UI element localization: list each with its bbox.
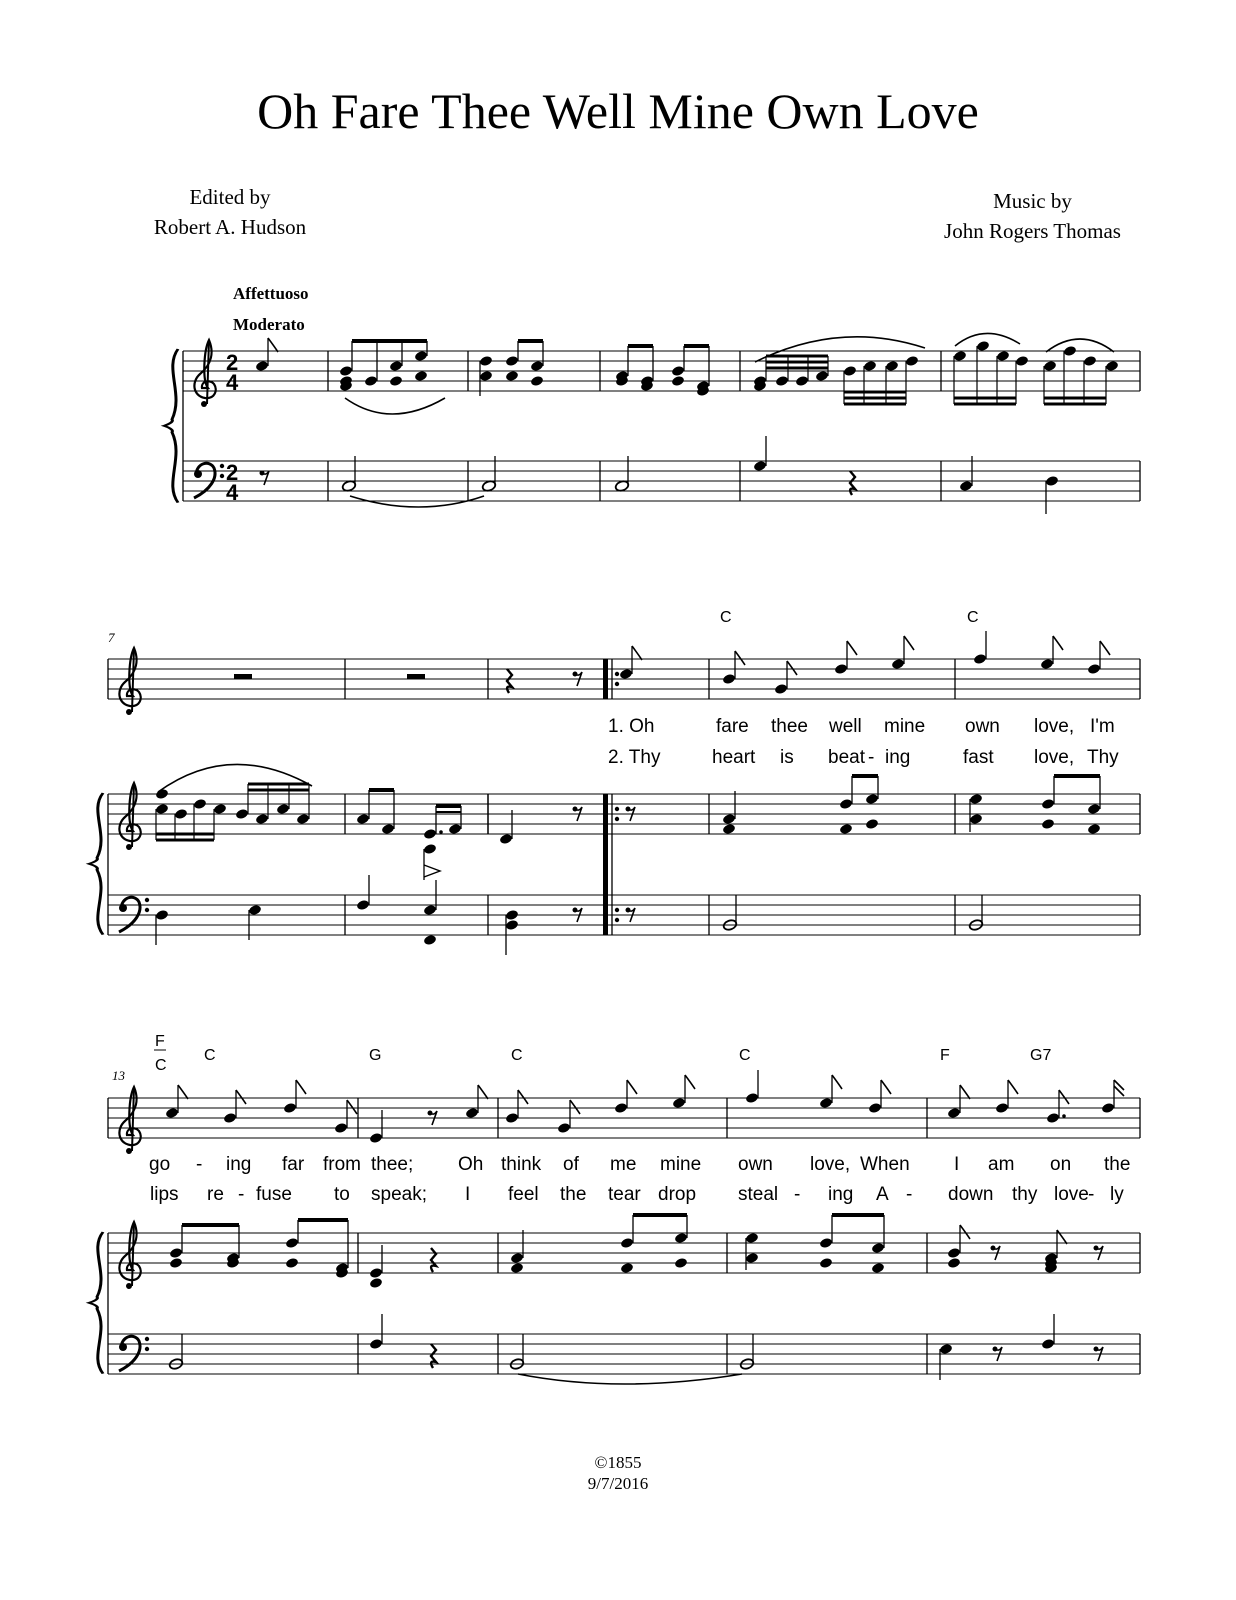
chord-symbol: C [720, 609, 732, 626]
lyric-syllable: I'm [1090, 716, 1115, 737]
lyric-syllable: - [196, 1154, 203, 1175]
lyric-syllable: thee; [371, 1154, 414, 1175]
lyric-syllable: tear [608, 1184, 641, 1205]
chord-symbol-slash-bottom: C [155, 1057, 167, 1074]
lyric-syllable: far [282, 1154, 305, 1175]
measure-number-13: 13 [112, 1068, 125, 1083]
lyric-syllable: is [780, 747, 794, 768]
lyric-syllable: - [794, 1184, 801, 1205]
lyric-syllable: I [954, 1154, 960, 1175]
lyric-syllable: 1. Oh [608, 716, 655, 737]
piano-treble-notes-system-3 [119, 1215, 1103, 1289]
time-signature-top-bass: 2 [226, 460, 239, 485]
editor-label: Edited by [189, 185, 271, 209]
lyric-syllable: the [560, 1184, 587, 1205]
vocal-notes-system-2 [234, 631, 1110, 695]
chord-symbol-slash-top: F [155, 1033, 165, 1050]
time-signature-bottom-bass: 4 [226, 480, 239, 505]
lyric-syllable: fast [963, 747, 994, 768]
lyric-syllable: love [1054, 1184, 1089, 1205]
lyric-syllable: - [238, 1184, 245, 1205]
chord-symbol: G7 [1030, 1047, 1052, 1064]
composer-name: John Rogers Thomas [944, 219, 1121, 243]
lyric-syllable: love, [1034, 716, 1075, 737]
lyric-syllable: am [988, 1154, 1015, 1175]
lyric-syllable: - [906, 1184, 913, 1205]
lyric-syllable: love, [810, 1154, 851, 1175]
piano-treble-notes-system-2 [155, 764, 1101, 880]
lyric-syllable: mine [884, 716, 926, 737]
grand-staff-brace-2 [89, 793, 103, 935]
lyrics-system-3 [149, 1154, 1130, 1205]
lyric-syllable: go [149, 1154, 171, 1175]
system-2 [89, 609, 1140, 955]
lyric-syllable: down [948, 1184, 994, 1205]
lyric-syllable: the [1104, 1154, 1131, 1175]
lyric-syllable: speak; [371, 1184, 427, 1205]
treble-clef-icon [119, 783, 140, 850]
grand-staff-brace-3 [89, 1232, 103, 1374]
chord-symbol: G [369, 1047, 382, 1064]
lyric-syllable: love, [1034, 747, 1075, 768]
bass-notes-system-1 [260, 436, 1060, 514]
repeat-sign [488, 659, 619, 935]
page-title: Oh Fare Thee Well Mine Own Love [257, 83, 979, 139]
footer-date: 9/7/2016 [587, 1474, 649, 1493]
lyric-syllable: ing [885, 747, 911, 768]
lyric-syllable: When [860, 1154, 910, 1175]
lyric-syllable: own [965, 716, 1000, 737]
treble-notes-system-1 [255, 333, 1119, 414]
lyric-syllable: from [323, 1154, 361, 1175]
chord-symbol: F [940, 1047, 950, 1064]
system-3 [89, 1033, 1140, 1384]
vocal-notes-system-3 [119, 1070, 1124, 1154]
chord-symbol: C [967, 609, 979, 626]
lyric-syllable: I [465, 1184, 471, 1205]
lyric-syllable: beat [828, 747, 865, 768]
lyric-syllable: own [738, 1154, 773, 1175]
lyric-syllable: feel [508, 1184, 539, 1205]
editor-name: Robert A. Hudson [153, 215, 307, 239]
system-1 [164, 333, 1140, 514]
chord-symbol: C [204, 1047, 216, 1064]
chord-symbol: C [511, 1047, 523, 1064]
lyric-syllable: ly [1110, 1184, 1124, 1205]
lyric-syllable: thy [1012, 1184, 1038, 1205]
treble-clef-icon [119, 648, 140, 715]
lyric-syllable: Thy [1087, 747, 1119, 768]
composer-label: Music by [993, 189, 1072, 213]
grand-staff-brace [164, 349, 178, 503]
lyric-syllable: lips [150, 1184, 179, 1205]
tempo-marking-2: Moderato [233, 315, 305, 334]
tempo-marking-1: Affettuoso [233, 284, 309, 303]
chord-symbol: C [739, 1047, 751, 1064]
footer [0, 1452, 1236, 1494]
lyric-syllable: A [876, 1184, 889, 1205]
lyric-syllable: ing [226, 1154, 252, 1175]
lyric-syllable: 2. Thy [608, 747, 661, 768]
lyric-syllable: to [334, 1184, 350, 1205]
time-signature-top: 2 [226, 350, 239, 375]
lyric-syllable: heart [712, 747, 756, 768]
treble-clef-icon [194, 340, 215, 407]
lyric-syllable: me [610, 1154, 637, 1175]
lyric-syllable: re [207, 1184, 224, 1205]
lyric-syllable: well [829, 716, 862, 737]
copyright-text: ©1855 [594, 1453, 642, 1472]
lyric-syllable: - [1088, 1184, 1095, 1205]
lyric-syllable: fuse [256, 1184, 292, 1205]
lyric-syllable: steal [738, 1184, 779, 1205]
time-signature-bottom: 4 [226, 370, 239, 395]
lyric-syllable: thee [771, 716, 808, 737]
lyric-syllable: of [563, 1154, 579, 1175]
lyric-syllable: think [501, 1154, 542, 1175]
lyric-syllable: ing [828, 1184, 854, 1205]
lyrics-system-2 [608, 716, 1119, 768]
lyric-syllable: drop [658, 1184, 697, 1205]
lyric-syllable: mine [660, 1154, 702, 1175]
lyric-syllable: - [868, 747, 875, 768]
lyric-syllable: on [1050, 1154, 1072, 1175]
measure-number-7: 7 [108, 630, 115, 645]
lyric-syllable: Oh [458, 1154, 484, 1175]
lyric-syllable: fare [716, 716, 749, 737]
chord-symbols-system-3 [154, 1033, 1051, 1074]
